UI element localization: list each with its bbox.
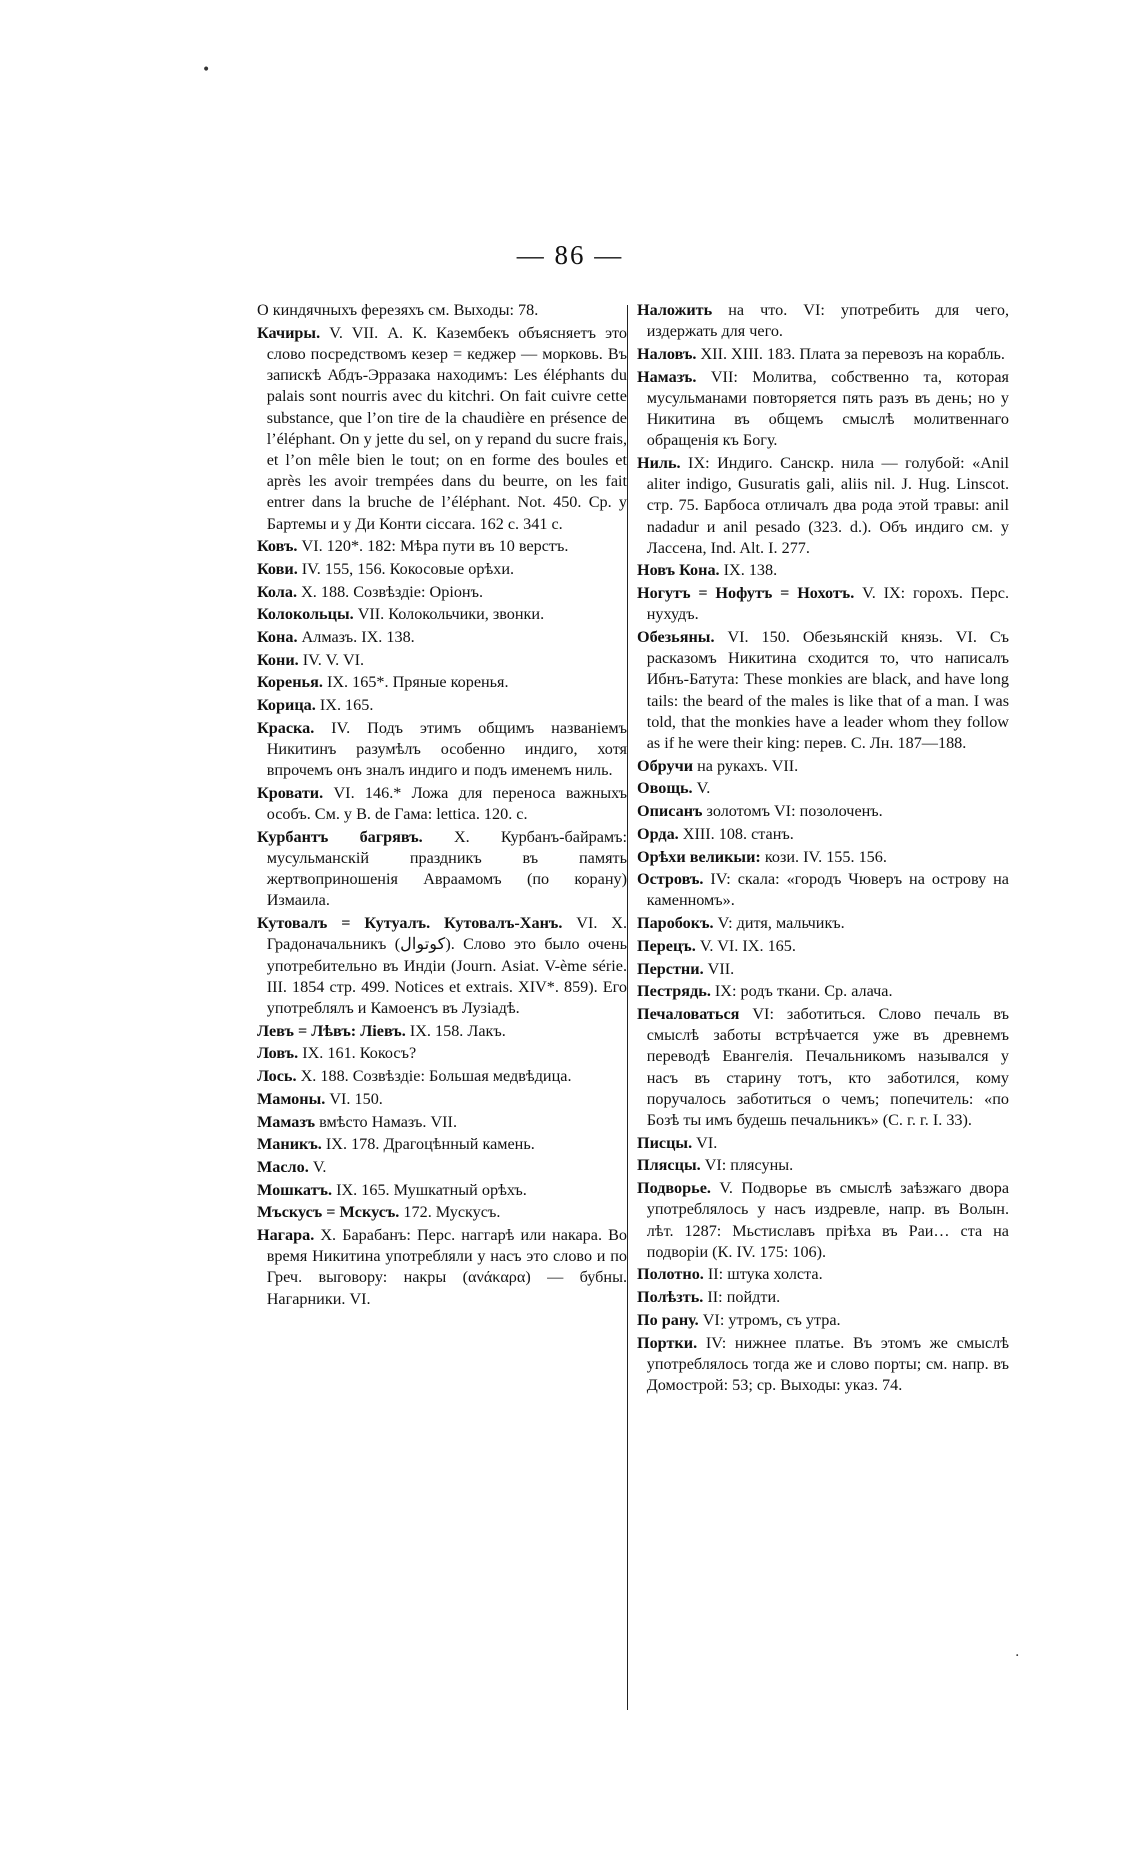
glossary-entry — [637, 1333, 1009, 1397]
entry-headword: Лось. — [257, 1067, 297, 1086]
entry-headword: Кови. — [257, 559, 298, 578]
glossary-entry — [257, 718, 627, 782]
entry-headword: Качиры. — [257, 323, 321, 342]
entry-headword: Левъ = Лѣвъ: Ліевъ. — [257, 1021, 406, 1040]
entry-text: вмѣсто Намазъ. VII. — [315, 1112, 457, 1131]
entry-text: X. 188. Созвѣздіе: Большая медвѣдица. — [296, 1067, 572, 1086]
entry-headword: Кутовалъ = Кутуалъ. Кутовалъ-Ханъ. — [257, 914, 563, 933]
entry-text: IV. 155, 156. Кокосовые орѣхи. — [297, 559, 515, 578]
glossary-entry — [257, 559, 627, 580]
entry-text: VI. 150. — [325, 1089, 383, 1108]
glossary-entry — [257, 650, 627, 671]
glossary-entry — [257, 1180, 627, 1201]
entry-headword: По рану. — [637, 1310, 699, 1329]
entry-text: IX. 161. Кокосъ? — [298, 1044, 417, 1063]
entry-headword: Портки. — [637, 1333, 698, 1352]
entry-headword: Маникъ. — [257, 1135, 322, 1154]
entry-text: VII: Молитва, собственно та, которая мусульманами повторяется пять разъ въ день; но у Никитина въ общемъ смыслѣ молитвеннаго обращенія къ Богу. — [646, 367, 1009, 450]
entry-headword: Орда. — [637, 824, 679, 843]
stray-mark: · — [1015, 1648, 1020, 1664]
entry-text: золотомъ VI: позолоченъ. — [702, 802, 883, 821]
entry-text: XIII. 108. станъ. — [678, 824, 794, 843]
entry-headword: Обезьяны. — [637, 628, 715, 647]
glossary-entry — [257, 604, 627, 625]
glossary-entry — [637, 627, 1009, 754]
glossary-entry — [257, 1089, 627, 1110]
entry-text: IX. 165. Мушкатный орѣхъ. — [332, 1180, 527, 1199]
entry-headword: Новъ Кона. — [637, 561, 720, 580]
entry-text: IV. Подъ этимъ общимъ названіемъ Никитинъ разумѣлъ особенно индиго, хотя впрочемъ онъ зналъ индиго и подъ именемъ ниль. — [266, 718, 627, 780]
glossary-entry — [257, 827, 627, 912]
glossary-entry — [257, 1043, 627, 1064]
entry-headword: Полѣзть. — [637, 1288, 704, 1307]
entry-headword: Мъскусъ = Мскусъ. — [257, 1203, 400, 1222]
entry-headword: Перецъ. — [637, 936, 696, 955]
glossary-entry — [637, 936, 1009, 957]
glossary-entry — [637, 583, 1009, 625]
entry-text: IX. 165. — [315, 696, 374, 715]
glossary-entry — [637, 560, 1009, 581]
entry-headword: Корица. — [257, 696, 316, 715]
glossary-entry — [637, 869, 1009, 911]
entry-headword: Печаловаться — [637, 1005, 740, 1023]
entry-headword: Ниль. — [637, 453, 681, 472]
entry-text: V. — [308, 1157, 327, 1176]
entry-headword: Мамоны. — [257, 1089, 326, 1108]
stray-mark: • — [202, 62, 211, 78]
glossary-entry — [257, 1134, 627, 1155]
glossary-entry — [637, 756, 1009, 777]
glossary-entry — [257, 300, 627, 321]
entry-text: IX. 165*. Пряные коренья. — [322, 673, 509, 692]
entry-text: VI: плясуны. — [700, 1156, 794, 1175]
column-divider — [627, 305, 628, 1710]
entry-text: IX. 158. Лакъ. — [405, 1021, 506, 1040]
glossary-entry — [257, 627, 627, 648]
glossary-entry — [637, 1310, 1009, 1331]
entry-headword: Обручи — [637, 756, 694, 775]
entry-text: VI: утромъ, съ утра. — [698, 1310, 841, 1329]
entry-headword: Описанъ — [637, 802, 703, 821]
right-column — [637, 300, 1009, 1398]
entry-headword: Перстни. — [637, 959, 704, 978]
entry-text: V: дитя, мальчикъ. — [713, 914, 845, 933]
glossary-entry — [637, 1264, 1009, 1285]
entry-text: II: штука холста. — [703, 1265, 823, 1284]
glossary-entry — [257, 783, 627, 825]
glossary-entry — [637, 981, 1009, 1002]
entry-headword: Кони. — [257, 650, 299, 669]
entry-text: IV: нижнее платье. Въ этомъ же смыслѣ употреблялось тогда же и слово порты; см. напр. въ Домострой: 53; ср. Выходы: указ. 74. — [646, 1333, 1009, 1394]
left-column — [257, 300, 627, 1311]
entry-headword: Кола. — [257, 582, 298, 601]
glossary-entry — [637, 1004, 1009, 1131]
entry-text: Алмазъ. IX. 138. — [297, 628, 415, 647]
entry-headword: Плясцы. — [637, 1156, 701, 1175]
entry-text: V. VI. IX. 165. — [695, 936, 796, 955]
entry-text: VI. — [692, 1133, 718, 1152]
entry-text: IV. V. VI. — [298, 650, 365, 669]
glossary-entry — [257, 1225, 627, 1310]
glossary-entry — [257, 672, 627, 693]
entry-text: IX: Индиго. Санскр. нила — голубой: «Anil aliter indigo, Gusuratis gali, aliis nil. J. Hug. Linscot. стр. 75. Барбоса отличалъ два рода этой травы: anil nadadur и anil pesado (323. d.). Объ индиго см. у Лассена, Ind. Alt. I. 277. — [646, 453, 1009, 557]
entry-headword: Колокольцы. — [257, 605, 354, 624]
entry-text: X. 188. Созвѣздіе: Оріонъ. — [297, 582, 483, 601]
glossary-entry — [637, 801, 1009, 822]
glossary-entry — [637, 1287, 1009, 1308]
glossary-entry — [257, 695, 627, 716]
entry-headword: Коренья. — [257, 673, 323, 692]
entry-headword: Наловъ. — [637, 344, 697, 363]
entry-text: VI. X. Градоначальникъ (كوتوال). Слово это было очень употребительно въ Индіи (Journ. Asiat. V-ème série. III. 1854 стр. 499. Notices et extrais. XIV*. 859). Его употреблялъ и Камоенсъ въ Лузіадѣ. — [266, 914, 628, 1017]
entry-text: XII. XIII. 183. Плата за перевозъ на корабль. — [696, 344, 1005, 363]
entry-text: 172. Мускусъ. — [399, 1203, 501, 1222]
entry-headword: Ковъ. — [257, 537, 298, 556]
entry-headword: Ногутъ = Нофутъ = Нохотъ. — [637, 584, 855, 603]
entry-text: на рукахъ. VII. — [693, 756, 799, 775]
glossary-entry — [257, 1066, 627, 1087]
entry-text: V. IX: горохъ. Перс. нухудъ. — [646, 584, 1009, 624]
entry-text: II: пойдти. — [703, 1288, 781, 1307]
glossary-entry — [637, 913, 1009, 934]
glossary-entry — [637, 1133, 1009, 1154]
entry-headword: Паробокъ. — [637, 914, 714, 933]
entry-headword: Островъ. — [637, 870, 704, 889]
entry-headword: Курбантъ багрявъ. — [257, 827, 423, 846]
entry-text: IX. 138. — [719, 561, 778, 580]
glossary-entry — [637, 1155, 1009, 1176]
glossary-entry — [637, 300, 1009, 342]
entry-headword: Орѣхи великыи: — [637, 847, 761, 866]
entry-text: X. Курбанъ-байрамъ: мусульманскій праздникъ въ память жертвоприношенія Авраамомъ (по корану) Измаила. — [266, 827, 627, 910]
glossary-entry — [637, 344, 1009, 365]
entry-headword: Овощь. — [637, 779, 693, 798]
glossary-entry — [257, 323, 627, 535]
glossary-entry — [257, 582, 627, 603]
entry-headword: Намазъ. — [637, 367, 697, 386]
entry-text: X. Барабанъ: Перс. наггарѣ или накара. Во время Никитина употребляли у насъ это слово и по Греч. выговору: накры (ανάκαρα) — бубны. Нагарники. VI. — [266, 1226, 627, 1308]
glossary-entry — [637, 453, 1009, 559]
entry-text: IV: скала: «городъ Чюверъ на острову на каменномъ». — [646, 870, 1009, 910]
entry-text: на что. VI: употребить для чего, издержать для чего. — [646, 301, 1009, 341]
entry-text: VI. 120*. 182: Мѣра пути въ 10 верстъ. — [297, 537, 569, 556]
entry-headword: Писцы. — [637, 1133, 693, 1152]
glossary-entry — [257, 1021, 627, 1042]
entry-text: О киндячныхъ ферезяхъ см. Выходы: 78. — [257, 301, 539, 319]
glossary-entry — [637, 824, 1009, 845]
entry-headword: Ловъ. — [257, 1044, 299, 1063]
entry-headword: Полотно. — [637, 1265, 704, 1284]
glossary-entry — [257, 1202, 627, 1223]
entry-headword: Пестрядь. — [637, 982, 711, 1001]
entry-text: IX: родъ ткани. Ср. алача. — [710, 982, 893, 1001]
entry-text: VII. — [703, 959, 735, 978]
entry-headword: Подворье. — [637, 1179, 711, 1198]
entry-text: VI: заботиться. Слово печаль въ смыслѣ заботы встрѣчается уже въ древнемъ переводѣ Евангелія. Печальникомъ назывался у насъ въ старину тотъ, кто заботился, кому поручалось заботиться о чемъ; попечитель: «по Бозѣ ты имъ будешь печальникъ» (С. г. г. I. 33). — [646, 1005, 1009, 1130]
entry-text: VI. 146.* Ложа для переноса важныхъ особъ. См. у В. de Гама: lettica. 120. с. — [266, 783, 627, 824]
entry-headword: Нагара. — [257, 1226, 315, 1245]
entry-text: VI. 150. Обезьянскій князь. VI. Съ расказомъ Никитина сходится то, что написалъ Ибнъ-Батута: These monkies are black, and have long tails: the beard of the males is like that of a man. I was told, that the monkies have a leader whom they follow as if he were their king: перев. С. Лн. 187—188. — [646, 628, 1009, 753]
entry-headword: Мошкатъ. — [257, 1180, 333, 1199]
glossary-entry — [637, 367, 1009, 452]
glossary-entry — [637, 1178, 1009, 1263]
entry-headword: Мамазъ — [257, 1112, 316, 1131]
entry-text: VII. Колокольчики, звонки. — [353, 605, 545, 624]
entry-text: V. — [692, 779, 711, 798]
glossary-entry — [257, 536, 627, 557]
entry-headword: Наложить — [637, 301, 713, 319]
entry-text: IX. 178. Драгоцѣнный камень. — [321, 1135, 535, 1154]
page-number: — 86 — — [516, 240, 624, 270]
glossary-entry — [637, 959, 1009, 980]
glossary-entry — [637, 778, 1009, 799]
entry-headword: Кровати. — [257, 783, 324, 802]
entry-text: V. Подворье въ смыслѣ заѣзжаго двора употреблялось у насъ издревле, напр. въ Волын. лѣт. 1287: Мьстиславъ пріѣха въ Раи… ста на подворіи (К. IV. 175: 106). — [646, 1179, 1009, 1261]
glossary-entry — [257, 913, 627, 1019]
entry-headword: Краска. — [257, 718, 315, 737]
glossary-entry — [257, 1157, 627, 1178]
glossary-entry — [257, 1112, 627, 1133]
glossary-entry — [637, 847, 1009, 868]
entry-headword: Кона. — [257, 628, 298, 647]
entry-text: V. VII. А. К. Казембекъ объясняетъ это слово посредствомъ кезер = кеджер — морковь. Въ запискѣ Абдъ-Эрразака находимъ: Les éléphants du palais sont nourris avec du kitchri. On fait cuivre cette substance, que l’on tire de la chaudière en présence de l’éléphant. On y jette du sel, on y repand du sucre frais, et l’on mêle bien le tout; on en forme des boules et après les avoir trempées dans du beurre, on les fait entrer dans la bruche de l’éléphant. Not. 450. Ср. у Бартемы и у Ди Конти ciccara. 162 с. 341 с. — [266, 323, 627, 533]
entry-text: кози. IV. 155. 156. — [760, 847, 887, 866]
entry-headword: Масло. — [257, 1157, 309, 1176]
